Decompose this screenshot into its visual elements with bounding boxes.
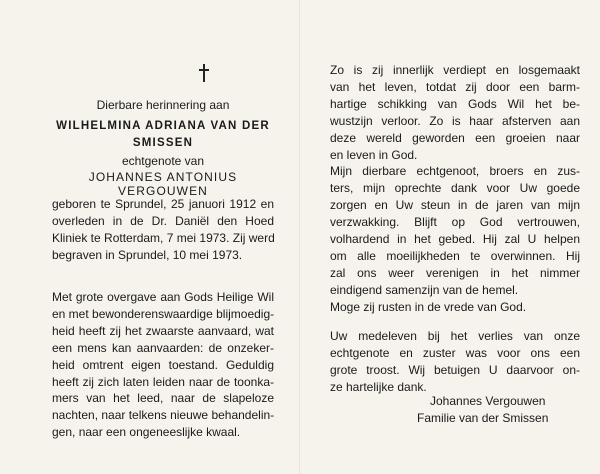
deceased-name-line-1: WILHELMINA ADRIANA VAN DER (56, 120, 270, 132)
tribute-paragraph (52, 289, 274, 441)
tribute-line: een mens kan aanvaarden: de onzeker- (52, 340, 274, 355)
deceased-name (52, 118, 274, 152)
bio-line: Kliniek te Rotterdam, 7 mei 1973. Zij werd (52, 230, 275, 245)
reflection-line: van het leven, totdat zij door een barm- (330, 79, 580, 94)
bio-line: geboren te Sprundel, 25 januori 1912 en (52, 197, 274, 211)
tribute-line: mers van het leed, naar de slapeloze (52, 391, 274, 406)
reflection-line: Moge zij rusten in de vrede van God. (330, 299, 527, 314)
bio-line: begraven in Sprundel, 10 mei 1973. (52, 247, 243, 262)
deceased-name-line-2: SMISSEN (132, 137, 194, 149)
reflection-line: Mijn dierbare echtgenoot, broers en zus- (330, 164, 580, 179)
card-fold (299, 0, 301, 474)
reflection-line: eindigend samenzijn van de hemel. (330, 282, 519, 297)
tribute-line: heid heeft zij het zwaarste aanvaard, wat (52, 323, 274, 338)
reflection-line: en leven in God. (330, 147, 418, 162)
cross-icon (199, 64, 209, 82)
reflection-paragraph (330, 62, 580, 316)
reflection-line: verzwakking. Blijft op God vertrouwen, (330, 215, 580, 230)
spouse-name: JOHANNES ANTONIUS VERGOUWEN (88, 170, 238, 198)
reflection-line: deze wereld geworden een groeien naar (330, 130, 580, 145)
reflection-line: zal ons weer verenigen in het nimmer (330, 265, 580, 280)
tribute-line: heid omtrent eigen toestand. Geduldig (52, 357, 274, 372)
tribute-line: Met grote overgave aan Gods Heilige Wil (52, 290, 274, 304)
reflection-line: wustzijn verloor. Zo is haar afsterven aan (330, 113, 580, 128)
tribute-line: en met bewonderenswaardige blijmoedig- (52, 306, 275, 321)
thanks-line: grote troost. Wij betuigen U daarvoor on- (330, 362, 580, 377)
thanks-line: Uw medeleven bij het verlies van onze (330, 329, 580, 343)
bio-line: overleden in de Dr. Daniël den Hoed (52, 213, 274, 228)
biography-paragraph (52, 196, 274, 264)
reflection-line: Zo is zij innerlijk verdiept en losgemaakt (330, 63, 580, 77)
spouse-intro: echtgenote van (121, 154, 205, 168)
intro-text: Dierbare herinnering aan (96, 98, 230, 112)
reflection-line: hartige schikking van Gods Wil het be- (330, 96, 580, 111)
thanks-line: ze hartelijke dank. (330, 379, 427, 394)
reflection-line: volhardend in het gebed. Hij zal U helpen (330, 232, 580, 247)
left-page (52, 0, 274, 474)
thanks-line: echtgenote en zuster was voor ons een (330, 345, 580, 360)
tribute-line: gen, naar een ongeneeslijke kwaal. (52, 425, 241, 440)
right-page (330, 0, 580, 474)
reflection-line: zorgen en Uw steun in de jaren van mijn (330, 198, 580, 213)
tribute-line: heeft zij zich laten leiden naar de toonka- (52, 374, 274, 389)
signature-family: Familie van der Smissen (417, 411, 549, 425)
tribute-line: nachten, naar telkens nieuwe behandelin- (52, 408, 275, 423)
thanks-paragraph (330, 328, 580, 396)
signature-husband: Johannes Vergouwen (430, 394, 546, 408)
reflection-line: ters, mijn oprechte dank voor Uw goede (330, 181, 580, 196)
reflection-line: om alle moeilijkheden te overwinnen. Hij (330, 248, 580, 263)
